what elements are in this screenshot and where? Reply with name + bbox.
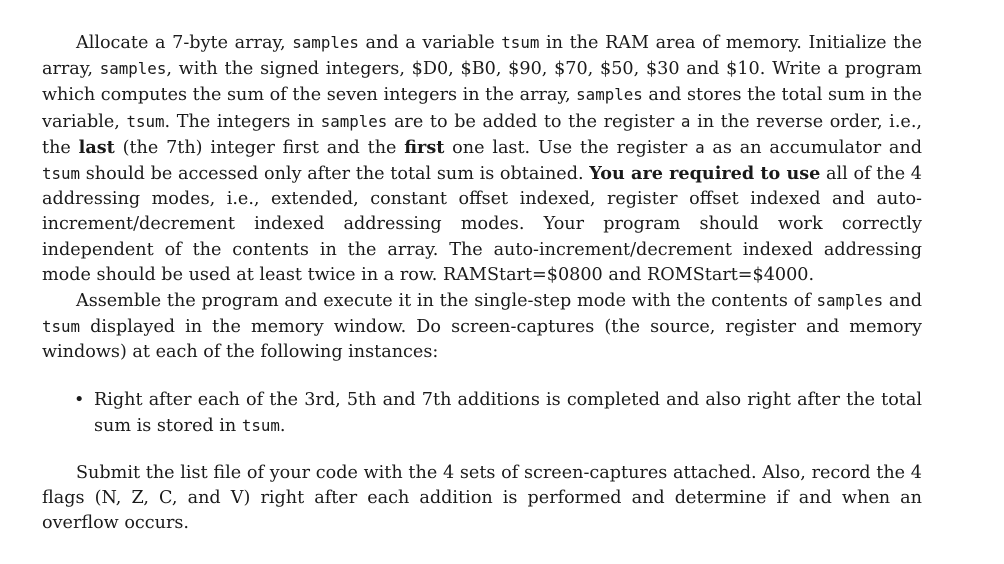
code-tsum: tsum — [42, 164, 81, 184]
text-run: and stores the total sum in the variable, — [42, 85, 922, 132]
code-samples: samples — [99, 59, 167, 79]
capture-instances-list — [42, 388, 922, 439]
text-run: and a variable — [358, 33, 502, 53]
bullet-icon: • — [74, 389, 85, 410]
text-run: one last. Use the register — [444, 137, 696, 158]
code-samples: samples — [292, 33, 359, 52]
code-tsum: tsum — [42, 317, 81, 337]
text-run: in the reverse order, i.e., the — [42, 111, 923, 158]
code-register-a: a — [695, 137, 705, 157]
assignment-document — [42, 30, 922, 537]
text-run: , with the signed integers, $D0, $B0, $90, $70, $50, $30 and $10. Write a program which computes the sum of the seven integers in the array, — [42, 59, 922, 106]
paragraph-problem-statement — [42, 30, 922, 288]
text-run: . — [279, 415, 286, 436]
text-run: Right after each of the 3rd, 5th and 7th additions is completed and also right after the total sum is stored in — [94, 389, 922, 436]
paragraph-submission — [42, 461, 922, 537]
text-run: Allocate a 7-byte array, — [76, 33, 293, 53]
text-run: and — [883, 291, 922, 312]
code-tsum: tsum — [501, 33, 540, 52]
list-item — [42, 388, 922, 439]
bold-required: You are required to use — [589, 163, 821, 185]
text-run: should be accessed only after the total sum is obtained. — [80, 164, 590, 185]
paragraph-instructions — [42, 288, 922, 366]
bold-first: first — [404, 136, 445, 158]
code-samples: samples — [320, 111, 388, 131]
text-run: . The integers in — [164, 111, 321, 132]
text-run: displayed in the memory window. Do screen-captures (the source, register and memory windows) at each of the following instances: — [42, 317, 922, 363]
bold-last: last — [78, 136, 115, 158]
text-run: all of the 4 addressing modes, i.e., extended, constant offset indexed, register offset indexed and auto-increment/decrement indexed addressing modes. Your program should work correctly independent of the contents in the array. The auto-increment/decrement indexed addressing mode should be used at least twice in a row. RAMStart=$0800 and ROMStart=$4000. — [42, 164, 922, 285]
text-run: in the RAM area of memory. Initialize the array, — [42, 33, 922, 80]
code-tsum: tsum — [126, 111, 165, 131]
text-run: Assemble the program and execute it in the single-step mode with the contents of — [76, 291, 817, 312]
text-run: are to be added to the register — [387, 111, 681, 132]
text-run: as an accumulator and — [704, 137, 923, 158]
code-tsum: tsum — [241, 415, 280, 435]
code-register-a: a — [680, 111, 691, 131]
text-run: Submit the list file of your code with the 4 sets of screen-captures attached. Also, record the 4 flags (N, Z, C, and V) right after each addition is performed and determine if and when an overflow occurs. — [42, 463, 922, 534]
code-samples: samples — [576, 85, 643, 105]
code-samples: samples — [816, 291, 884, 311]
text-run: (the 7th) integer first and the — [114, 137, 405, 158]
